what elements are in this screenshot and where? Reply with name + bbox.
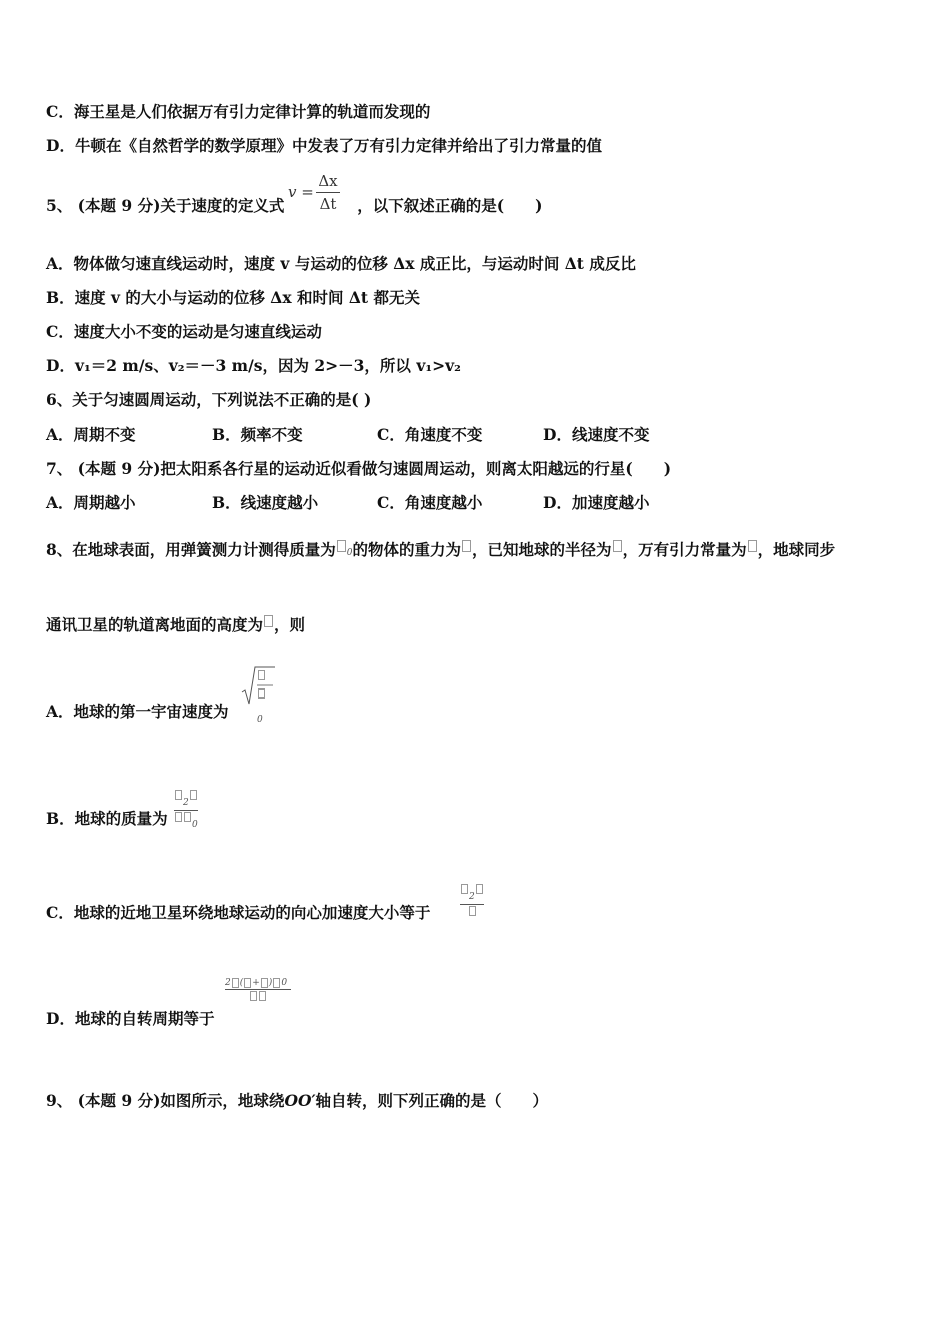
q8-option-d-formula <box>225 978 291 1010</box>
q8-option-d: D．地球的自转周期等于 <box>46 1009 215 1028</box>
q6-option-d: D．线速度不变 <box>543 425 650 444</box>
q9-stem-suffix: 轴自转，则下列正确的是（ ） <box>315 1091 549 1110</box>
q8-stem-e: ，地球同步 <box>757 540 836 559</box>
q7-option-b: B．线速度越小 <box>212 493 319 512</box>
q8-a-sub0: 0 <box>257 715 263 725</box>
q8-a-denominator <box>257 688 266 726</box>
q8-stem-line2 <box>46 615 305 635</box>
q8-option-b: B．地球的质量为 <box>46 809 168 828</box>
q5-formula-numerator: Δx <box>318 172 338 190</box>
q8-b-sub0: 0 <box>192 820 198 830</box>
q7-stem: 7、 (本题 9 分)把太阳系各行星的运动近似看做匀速圆周运动，则离太阳越远的行星( ) <box>46 459 672 478</box>
q8-c-bar <box>460 904 484 905</box>
q9-stem-prefix: 9、 (本题 9 分)如图所示，地球绕 <box>46 1091 285 1110</box>
placeholder-glyph <box>613 540 622 552</box>
q6-stem: 6、关于匀速圆周运动，下列说法不正确的是( ) <box>46 390 372 409</box>
q7-option-c: C．角速度越小 <box>377 493 483 512</box>
q4-option-c: C．海王星是人们依据万有引力定律计算的轨道而发现的 <box>46 102 431 121</box>
q5-stem-prefix: 5、 (本题 9 分)关于速度的定义式 <box>46 196 285 215</box>
q8-stem-a: 8、在地球表面，用弹簧测力计测得质量为 <box>46 540 336 559</box>
q5-stem-suffix: ，以下叙述正确的是( ) <box>357 196 543 215</box>
q6-option-c: C．角速度不变 <box>377 425 483 444</box>
q8-sub0: 0 <box>346 548 353 558</box>
q5-option-d: D．v₁＝2 m/s、v₂＝－3 m/s，因为 2>－3，所以 v₁>v₂ <box>46 356 461 375</box>
q9-axis: OO′ <box>284 1091 316 1110</box>
q8-option-b-formula <box>174 790 198 831</box>
q8-stem-c: ，已知地球的半径为 <box>472 540 612 559</box>
q8-option-a: A．地球的第一宇宙速度为 <box>46 702 229 721</box>
q8-b-sup: 2 <box>183 798 189 808</box>
q8-b-denominator <box>174 812 198 831</box>
q8-d-num-mid: ( <box>239 978 244 988</box>
placeholder-glyph <box>337 540 346 552</box>
q8-stem-b: 的物体的重力为 <box>352 540 462 559</box>
q9-stem <box>46 1091 548 1111</box>
q8-d-numerator <box>225 978 291 988</box>
q4-option-d: D．牛顿在《自然哲学的数学原理》中发表了万有引力定律并给出了引力常量的值 <box>46 136 602 155</box>
q7-option-d: D．加速度越小 <box>543 493 650 512</box>
q5-formula-lhs: v = <box>288 183 314 201</box>
q8-b-bar <box>174 810 198 811</box>
q8-d-num-prefix: 2 <box>225 978 231 988</box>
q8-d-close: ) <box>268 978 273 988</box>
q8-c-sup: 2 <box>469 892 475 902</box>
q8-stem-line2-end: ，则 <box>274 615 306 634</box>
q8-option-c-formula <box>460 884 484 925</box>
placeholder-glyph <box>748 540 757 552</box>
q6-option-a: A．周期不变 <box>46 425 136 444</box>
q8-b-numerator <box>174 790 198 809</box>
q7-option-a: A．周期越小 <box>46 493 136 512</box>
q8-d-sub: 0 <box>281 978 288 988</box>
q6-option-b: B．频率不变 <box>212 425 303 444</box>
placeholder-glyph <box>264 615 273 627</box>
q5-formula-denominator: Δt <box>319 195 337 213</box>
placeholder-glyph <box>462 540 471 552</box>
q5-option-b: B．速度 v 的大小与运动的位移 Δx 和时间 Δt 都无关 <box>46 288 420 307</box>
q8-d-denominator <box>225 991 291 1010</box>
q8-d-bar <box>225 989 291 990</box>
q8-stem-d: ，万有引力常量为 <box>622 540 747 559</box>
q8-stem-line1 <box>46 540 835 563</box>
q8-c-denominator <box>460 906 484 925</box>
q5-fraction-bar <box>316 192 340 193</box>
q8-stem-line2-text: 通讯卫星的轨道离地面的高度为 <box>46 615 264 634</box>
q5-option-a: A．物体做匀速直线运动时，速度 v 与运动的位移 Δx 成正比，与运动时间 Δt 成反比 <box>46 254 636 273</box>
q5-option-c: C．速度大小不变的运动是匀速直线运动 <box>46 322 322 341</box>
q8-option-c: C．地球的近地卫星环绕地球运动的向心加速度大小等于 <box>46 903 431 922</box>
q8-d-plus: + <box>252 978 260 988</box>
q8-c-numerator <box>460 884 484 903</box>
